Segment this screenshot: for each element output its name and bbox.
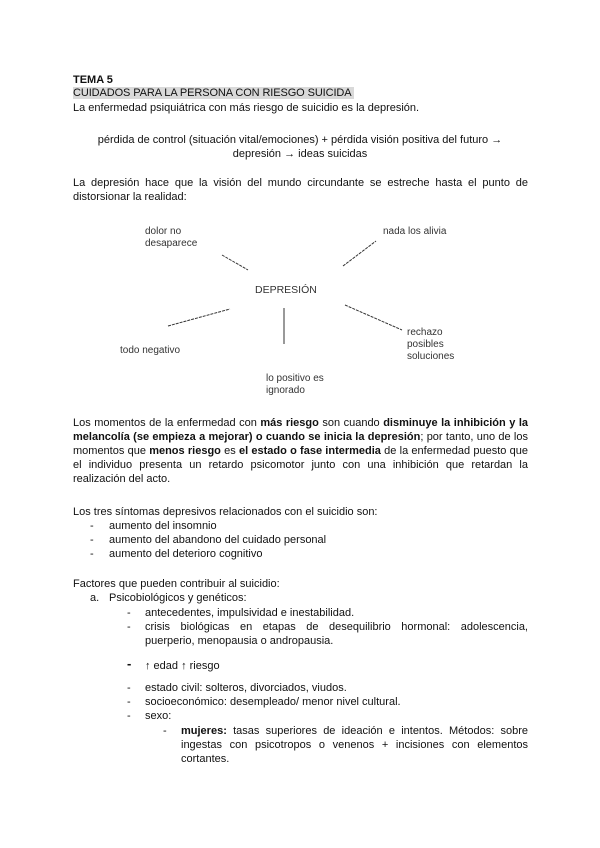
diagram-line-left bbox=[168, 309, 230, 326]
factor-a-marker: a. bbox=[90, 592, 100, 604]
symptom-item-3: aumento del deterioro cognitivo bbox=[109, 548, 263, 560]
factors-heading: Factores que pueden contribuir al suicidio: bbox=[73, 578, 280, 590]
factor-dash-6: - bbox=[127, 710, 131, 722]
symptom-dash-3: - bbox=[90, 548, 94, 560]
factor-item-6: sexo: bbox=[145, 710, 172, 722]
diagram-label-right-3: soluciones bbox=[407, 351, 455, 362]
diagram-label-left: todo negativo bbox=[120, 345, 181, 356]
symptoms-heading: Los tres síntomas depresivos relacionados con el suicidio son: bbox=[73, 506, 378, 518]
diagram-label-bottom-2: ignorado bbox=[266, 385, 305, 396]
women-label: mujeres: bbox=[181, 725, 227, 737]
factor-item-3: ↑ edad ↑ riesgo bbox=[145, 660, 220, 672]
risk-text-1: Los momentos de la enfermedad con bbox=[73, 417, 261, 429]
risk-text-3: ; por tanto, uno de los momentos que bbox=[73, 431, 528, 457]
diagram-label-top-right: nada los alivia bbox=[383, 226, 447, 237]
diagram-label-top-left-2: desaparece bbox=[145, 238, 198, 249]
risk-bold-4: el estado o fase intermedia bbox=[238, 445, 381, 457]
section-heading: CUIDADOS PARA LA PERSONA CON RIESGO SUICIDA bbox=[73, 87, 352, 99]
depression-paragraph: La depresión hace que la visión del mundo circundante se estreche hasta el punto de distorsionar la realidad: bbox=[73, 177, 528, 203]
risk-paragraph bbox=[73, 416, 528, 486]
page-title: TEMA 5 bbox=[73, 74, 113, 86]
factor-dash-3: - bbox=[127, 656, 132, 671]
diagram-label-right-1: rechazo bbox=[407, 327, 443, 338]
factor-sub-dash: - bbox=[163, 725, 167, 737]
factor-dash-1: - bbox=[127, 607, 131, 619]
formula-line-1: pérdida de control (situación vital/emociones) + pérdida visión positiva del futuro → bbox=[97, 134, 503, 146]
diagram-line-top-right bbox=[343, 241, 376, 266]
factor-dash-5: - bbox=[127, 696, 131, 708]
symptom-dash-2: - bbox=[90, 534, 94, 546]
diagram-label-top-left-1: dolor no bbox=[145, 226, 182, 237]
risk-text-5: de la enfermedad puesto que el individuo presenta un retardo psicomotor junto con una inhibición que retardan la realización del acto. bbox=[73, 445, 528, 485]
risk-text-2: son cuando bbox=[318, 417, 384, 429]
factor-item-1: antecedentes, impulsividad e inestabilidad. bbox=[145, 607, 355, 619]
women-text: tasas superiores de ideación e intentos. Métodos: sobre ingestas con psicotropos o venenos + incisiones con elementos cortantes. bbox=[181, 725, 528, 765]
risk-bold-1: más riesgo bbox=[260, 417, 319, 429]
factor-item-4: estado civil: solteros, divorciados, viudos. bbox=[145, 682, 347, 694]
symptom-dash-1: - bbox=[90, 520, 94, 532]
diagram-line-top-left bbox=[222, 255, 248, 270]
diagram-center-label: DEPRESIÓN bbox=[255, 284, 317, 296]
symptom-item-1: aumento del insomnio bbox=[109, 520, 217, 532]
symptom-item-2: aumento del abandono del cuidado personal bbox=[109, 534, 327, 546]
factor-dash-4: - bbox=[127, 682, 131, 694]
factor-sub-item-women bbox=[181, 724, 528, 766]
formula-line-2: depresión → ideas suicidas bbox=[232, 148, 368, 160]
risk-bold-2: disminuye la inhibición y la melancolía (se empieza a mejorar) o cuando se inicia la depresión bbox=[73, 417, 528, 443]
factor-dash-2: - bbox=[127, 621, 131, 633]
factor-a-label: Psicobiológicos y genéticos: bbox=[109, 592, 247, 604]
risk-bold-3: menos riesgo bbox=[149, 445, 221, 457]
diagram-label-bottom-1: lo positivo es bbox=[266, 373, 324, 384]
diagram-label-right-2: posibles bbox=[407, 339, 444, 350]
factor-item-5: socioeconómico: desempleado/ menor nivel cultural. bbox=[145, 696, 401, 708]
intro-paragraph: La enfermedad psiquiátrica con más riesgo de suicidio es la depresión. bbox=[73, 102, 420, 114]
diagram-line-right bbox=[345, 305, 402, 330]
risk-text-4: es bbox=[220, 445, 239, 457]
factor-item-2: crisis biológicas en etapas de desequilibrio hormonal: adolescencia, puerperio, menopausia o andropausia. bbox=[145, 621, 528, 647]
